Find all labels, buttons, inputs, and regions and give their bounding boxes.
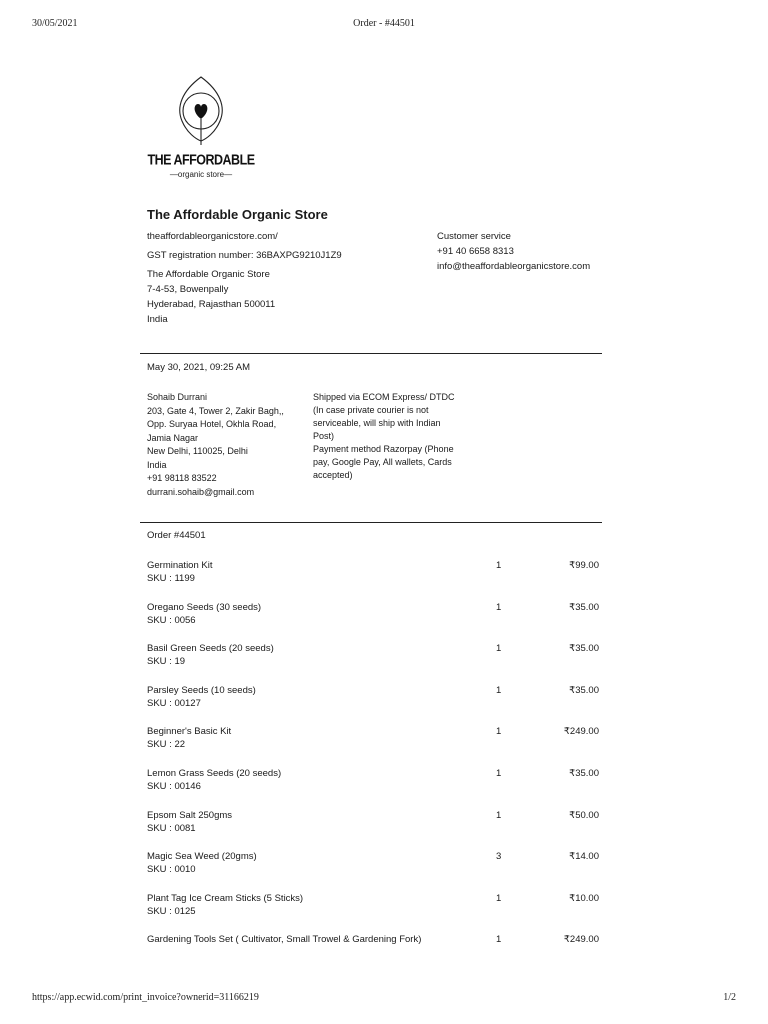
- store-address-line: India: [147, 314, 168, 325]
- item-qty: 1: [496, 601, 502, 613]
- line-item: [147, 892, 599, 934]
- item-qty: 1: [496, 809, 502, 821]
- item-qty: 1: [496, 892, 502, 904]
- customer-service: [437, 230, 607, 275]
- customer-city: New Delhi, 110025, Delhi: [147, 446, 248, 456]
- item-sku: SKU : 0081: [147, 822, 196, 834]
- item-name: Lemon Grass Seeds (20 seeds): [147, 767, 282, 779]
- item-sku: SKU : 0056: [147, 614, 196, 626]
- item-price: ₹35.00: [569, 767, 599, 779]
- store-address-line: The Affordable Organic Store: [147, 269, 270, 280]
- logo-subtitle: —organic store—: [169, 170, 233, 179]
- store-address-line: 7-4-53, Bowenpally: [147, 284, 229, 295]
- item-name: Oregano Seeds (30 seeds): [147, 601, 262, 613]
- payment-method: Payment method Razorpay (Phone pay, Google Pay, All wallets, Cards accepted): [313, 444, 454, 480]
- item-price: ₹50.00: [569, 809, 599, 821]
- item-sku: SKU : 0125: [147, 905, 196, 917]
- service-title: Customer service: [437, 231, 511, 242]
- item-sku: SKU : 19: [147, 656, 186, 668]
- item-qty: 3: [496, 851, 502, 863]
- customer-details: [147, 391, 302, 499]
- customer-street: 203, Gate 4, Tower 2, Zakir Bagh,, Opp. Suryaa Hotel, Okhla Road, Jamia Nagar: [147, 405, 284, 443]
- customer-name: Sohaib Durrani: [147, 392, 208, 402]
- store-info: [147, 230, 427, 328]
- item-name: Germination Kit: [147, 560, 213, 571]
- item-price: ₹249.00: [563, 934, 599, 946]
- line-item: [147, 642, 599, 684]
- line-item: [147, 601, 599, 643]
- print-url[interactable]: https://app.ecwid.com/print_invoice?ownerid=31166219: [32, 992, 259, 1003]
- shipping-method: Shipped via ECOM Express/ DTDC (In case private courier is not serviceable, will ship with Indian Post): [313, 392, 455, 441]
- item-price: ₹10.00: [569, 892, 599, 904]
- store-logo: [146, 75, 256, 185]
- item-price: ₹249.00: [563, 726, 599, 738]
- item-qty: 1: [496, 767, 502, 779]
- store-address-line: Hyderabad, Rajasthan 500011: [147, 299, 276, 310]
- item-qty: 1: [496, 684, 502, 696]
- item-sku: SKU : 00146: [147, 780, 201, 792]
- item-qty: 1: [496, 643, 502, 655]
- store-name: The Affordable Organic Store: [147, 207, 328, 222]
- item-sku: SKU : 22: [147, 739, 186, 751]
- item-name: Gardening Tools Set ( Cultivator, Small Trowel & Gardening Fork): [147, 934, 422, 946]
- print-header: [32, 18, 736, 32]
- print-title: Order - #44501: [353, 18, 415, 29]
- logo-brand: THE AFFORDABLE: [147, 151, 255, 169]
- item-sku: SKU : 1199: [147, 573, 195, 584]
- divider: [140, 522, 602, 523]
- shipping-details: [313, 391, 463, 482]
- service-email: info@theaffordableorganicstore.com: [437, 261, 591, 272]
- item-price: ₹14.00: [569, 851, 599, 863]
- item-sku: SKU : 00127: [147, 697, 201, 709]
- logo-emblem-icon: [168, 75, 234, 147]
- item-name: Basil Green Seeds (20 seeds): [147, 643, 274, 655]
- item-qty: 1: [496, 934, 502, 946]
- line-item: [147, 933, 599, 975]
- item-name: Parsley Seeds (10 seeds): [147, 684, 256, 696]
- line-item: [147, 684, 599, 726]
- customer-phone: +91 98118 83522: [147, 473, 217, 483]
- order-items: [147, 559, 599, 975]
- divider: [140, 353, 602, 354]
- service-phone: +91 40 6658 8313: [437, 246, 514, 257]
- page-number: 1/2: [723, 992, 736, 1003]
- order-number: Order #44501: [147, 530, 206, 541]
- order-date: May 30, 2021, 09:25 AM: [147, 362, 250, 373]
- item-price: ₹35.00: [569, 601, 599, 613]
- store-website: theaffordableorganicstore.com/: [147, 231, 278, 242]
- item-price: ₹35.00: [569, 643, 599, 655]
- item-price: ₹99.00: [569, 560, 599, 571]
- line-item: [147, 725, 599, 767]
- customer-country: India: [147, 459, 167, 470]
- print-date: 30/05/2021: [32, 18, 78, 29]
- item-price: ₹35.00: [569, 684, 599, 696]
- line-item: [147, 850, 599, 892]
- item-qty: 1: [496, 726, 502, 738]
- item-name: Magic Sea Weed (20gms): [147, 851, 257, 863]
- line-item: [147, 559, 599, 601]
- line-item: [147, 809, 599, 851]
- item-sku: SKU : 0010: [147, 864, 196, 876]
- print-footer: [32, 992, 736, 1006]
- item-name: Plant Tag Ice Cream Sticks (5 Sticks): [147, 892, 304, 904]
- gst-number: GST registration number: 36BAXPG9210J1Z9: [147, 250, 342, 261]
- customer-email: durrani.sohaib@gmail.com: [147, 486, 255, 497]
- item-name: Epsom Salt 250gms: [147, 809, 233, 821]
- item-name: Beginner's Basic Kit: [147, 726, 232, 738]
- line-item: [147, 767, 599, 809]
- item-qty: 1: [496, 560, 502, 571]
